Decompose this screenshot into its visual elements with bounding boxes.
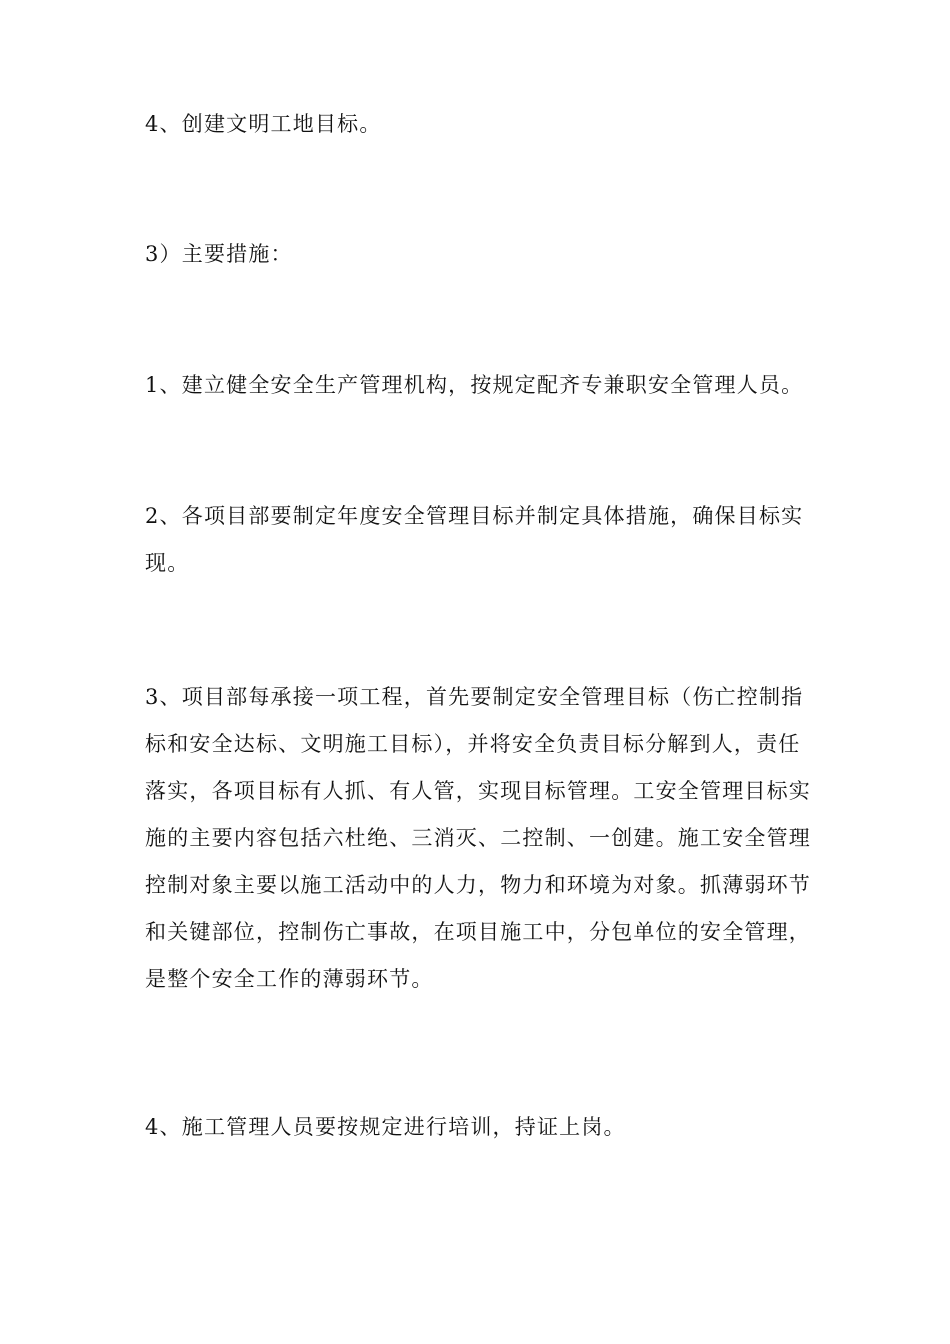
paragraph-measure-1: 1、建立健全安全生产管理机构，按规定配齐专兼职安全管理人员。	[145, 373, 804, 397]
paragraph-measure-3: 3、项目部每承接一项工程，首先要制定安全管理目标（伤亡控制指标和安全达标、文明施工目标），并将安全负责目标分解到人，责任落实，各项目标有人抓、有人管，实现目标管理。工安全管理目标实施的主要内容包括六杜绝、三消灭、二控制、一创建。施工安全管理控制对象主要以施工活动中的人力，物力和环境为对象。抓薄弱环节和关键部位，控制伤亡事故，在项目施工中，分包单位的安全管理，是整个安全工作的薄弱环节。	[145, 685, 811, 991]
paragraph-measure-2: 2、各项目部要制定年度安全管理目标并制定具体措施，确保目标实现。	[145, 504, 804, 575]
paragraph-measure-4: 4、施工管理人员要按规定进行培训，持证上岗。	[145, 1115, 626, 1139]
paragraph-goal-civilized-site: 4、创建文明工地目标。	[145, 112, 382, 136]
heading-main-measures: 3）主要措施：	[145, 242, 293, 266]
